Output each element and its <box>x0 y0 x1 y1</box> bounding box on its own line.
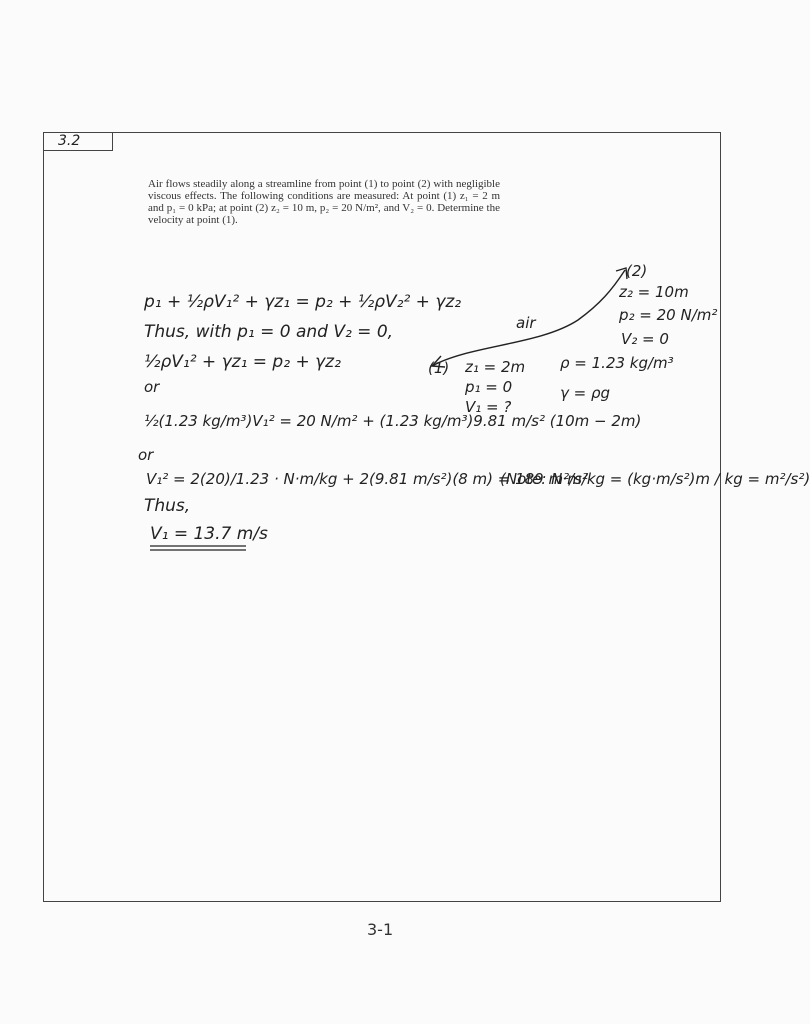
numeric-equation: ½(1.23 kg/m³)V₁² = 20 N/m² + (1.23 kg/m³)9.81 m/s² (10m − 2m) <box>144 412 642 430</box>
v1-label: V₁ = ? <box>465 398 512 416</box>
problem-statement-text: Air flows steadily along a streamline from point (1) to point (2) with negligible viscous effects. The following conditions are measured: At point (1) z₁ = 2 m and p₁ = 0 kPa; at point (2) z₂ = 10 m, p₂ = 20 N/m², and V₂ = 0. Determine the velocity at point (1). <box>148 178 500 226</box>
p1-label: p₁ = 0 <box>465 378 513 396</box>
density-label: ρ = 1.23 kg/m³ <box>560 354 674 372</box>
condition-statement: Thus, with p₁ = 0 and V₂ = 0, <box>144 322 394 342</box>
air-label: air <box>516 314 536 332</box>
bernoulli-equation: p₁ + ½ρV₁² + γz₁ = p₂ + ½ρV₂² + γz₂ <box>144 292 462 312</box>
z1-label: z₁ = 2m <box>465 358 526 376</box>
point-1-label: (1) <box>428 359 450 377</box>
velocity-squared-equation: V₁² = 2(20)/1.23 · N·m/kg + 2(9.81 m/s²)(8 m) = 189 m²/s² <box>146 470 588 488</box>
specific-weight-label: γ = ρg <box>560 384 611 402</box>
z2-label: z₂ = 10m <box>619 283 689 301</box>
or-label-2: or <box>138 446 154 464</box>
problem-number-tab: 3.2 <box>43 132 113 151</box>
thus-label: Thus, <box>144 496 191 516</box>
page-number: 3-1 <box>367 920 394 939</box>
or-label-1: or <box>144 378 160 396</box>
p2-label: p₂ = 20 N/m² <box>619 306 718 324</box>
v2-label: V₂ = 0 <box>621 330 669 348</box>
reduced-equation: ½ρV₁² + γz₁ = p₂ + γz₂ <box>144 352 341 372</box>
units-note: (Note: N·m/kg = (kg·m/s²)m / kg = m²/s²) <box>500 470 810 488</box>
point-2-label: (2) <box>626 262 648 280</box>
final-answer: V₁ = 13.7 m/s <box>150 524 268 544</box>
